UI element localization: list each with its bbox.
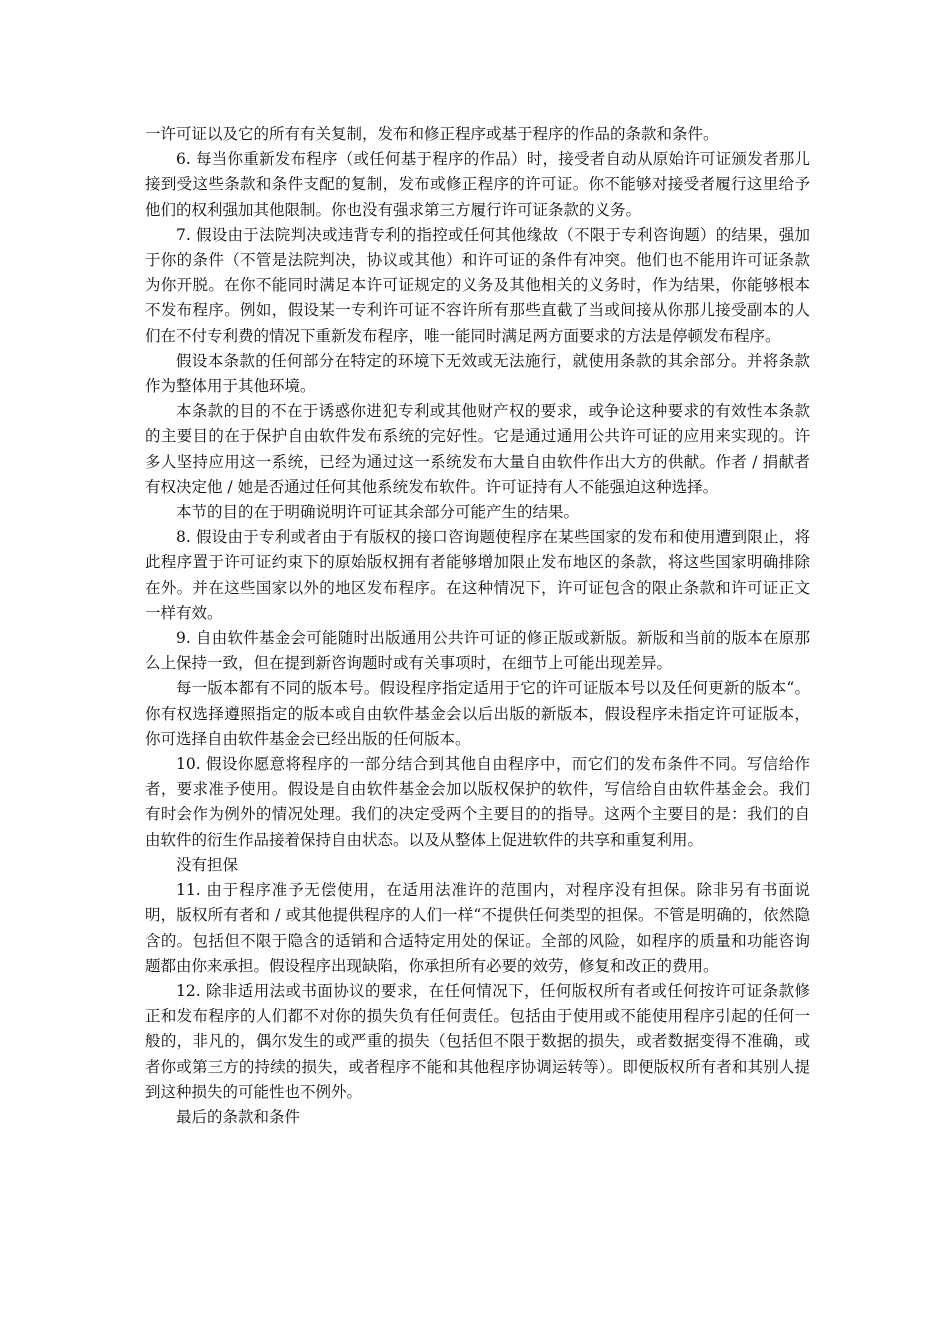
- paragraph-section-7: 7. 假设由于法院判决或违背专利的指控或任何其他缘故（不限于专利咨询题）的结果，强加于你的条件（不管是法院判决，协议或其他）和许可证的条件有冲突。他们也不能用许可证条款为你开脱。在你不能同时满足本许可证规定的义务及其他相关的义务时，作为结果，你能够根本不发布程序。例如，假设某一专利许可证不容许所有那些直截了当或间接从你那儿接受副本的人们在不付专利费的情况下重新发布程序，唯一能同时满足两方面要求的方法是停顿发布程序。: [145, 225, 810, 345]
- paragraph-section-10: 10. 假设你愿意将程序的一部分结合到其他自由程序中，而它们的发布条件不同。写信给作者，要求准予使用。假设是自由软件基金会加以版权保护的软件，写信给自由软件基金会。我们有时会作为例外的情况处理。我们的决定受两个主要目的的指导。这两个主要目的是：我们的自由软件的衍生作品接着保持自由状态。以及从整体上促进软件的共享和重复利用。: [145, 755, 810, 849]
- paragraph-continuation: 一许可证以及它的所有有关复制，发布和修正程序或基于程序的作品的条款和条件。: [145, 125, 719, 143]
- paragraph-section-9: 9. 自由软件基金会可能随时出版通用公共许可证的修正版或新版。新版和当前的版本在原那么上保持一致，但在提到新咨询题时或有关事项时，在细节上可能出现差异。: [145, 629, 810, 673]
- heading-final-terms: 最后的条款和条件: [176, 1107, 301, 1126]
- paragraph-section-7-purpose: 本条款的目的不在于诱惑你进犯专利或其他财产权的要求，或争论这种要求的有效性本条款的主要目的在于保护自由软件发布系统的完好性。它是通过通用公共许可证的应用来实现的。许多人坚持应用这一系统，已经为通过这一系统发布大量自由软件作出大方的供献。作者 / 捐献者有权决定他 / 她是否通过任何其他系统发布软件。许可证持有人不能强迫这种选择。: [145, 402, 810, 496]
- paragraph-section-11: 11. 由于程序准予无偿使用，在适用法准许的范围内，对程序没有担保。除非另有书面说明，版权所有者和 / 或其他提供程序的人们一样“不提供任何类型的担保。不管是明确的，依然隐含的。包括但不限于隐含的适销和合适特定用处的保证。全部的风险，如程序的质量和功能咨询题都由你来承担。假设程序出现缺陷，你承担所有必要的效劳，修复和改正的费用。: [145, 881, 810, 975]
- paragraph-section-6: 6. 每当你重新发布程序（或任何基于程序的作品）时，接受者自动从原始许可证颁发者那儿接到受这些条款和条件支配的复制，发布或修正程序的许可证。你不能够对接受者履行这里给予他们的权利强加其他限制。你也没有强求第三方履行许可证条款的义务。: [145, 150, 810, 219]
- paragraph-section-7-invalid-part: 假设本条款的任何部分在特定的环境下无效或无法施行，就使用条款的其余部分。并将条款作为整体用于其他环境。: [145, 351, 810, 396]
- paragraph-section-9-versions: 每一版本都有不同的版本号。假设程序指定适用于它的许可证版本号以及任何更新的版本“。你有权选择遵照指定的版本或自由软件基金会以后出版的新版本，假设程序未指定许可证版本，你可选择自由软件基金会已经出版的任何版本。: [145, 679, 810, 748]
- document-body: [145, 122, 810, 1130]
- paragraph-section-12: 12. 除非适用法或书面协议的要求，在任何情况下，任何版权所有者或任何按许可证条款修正和发布程序的人们都不对你的损失负有任何责任。包括由于使用或不能使用程序引起的任何一般的，非凡的，偶尔发生的或严重的损失（包括但不限于数据的损失，或者数据变得不准确，或者你或第三方的持续的损失，或者程序不能和其他程序协调运转等）。即便版权所有者和其别人提到这种损失的可能性也不例外。: [145, 981, 810, 1101]
- heading-no-warranty: 没有担保: [176, 855, 239, 874]
- paragraph-section-7-intent: 本节的目的在于明确说明许可证其余部分可能产生的结果。: [176, 503, 580, 522]
- paragraph-section-8: 8. 假设由于专利或者由于有版权的接口咨询题使程序在某些国家的发布和使用遭到限止，将此程序置于许可证约束下的原始版权拥有者能够增加限止发布地区的条款，将这些国家明确排除在外。并在这些国家以外的地区发布程序。在这种情况下，许可证包含的限止条款和许可证正文一样有效。: [145, 528, 810, 622]
